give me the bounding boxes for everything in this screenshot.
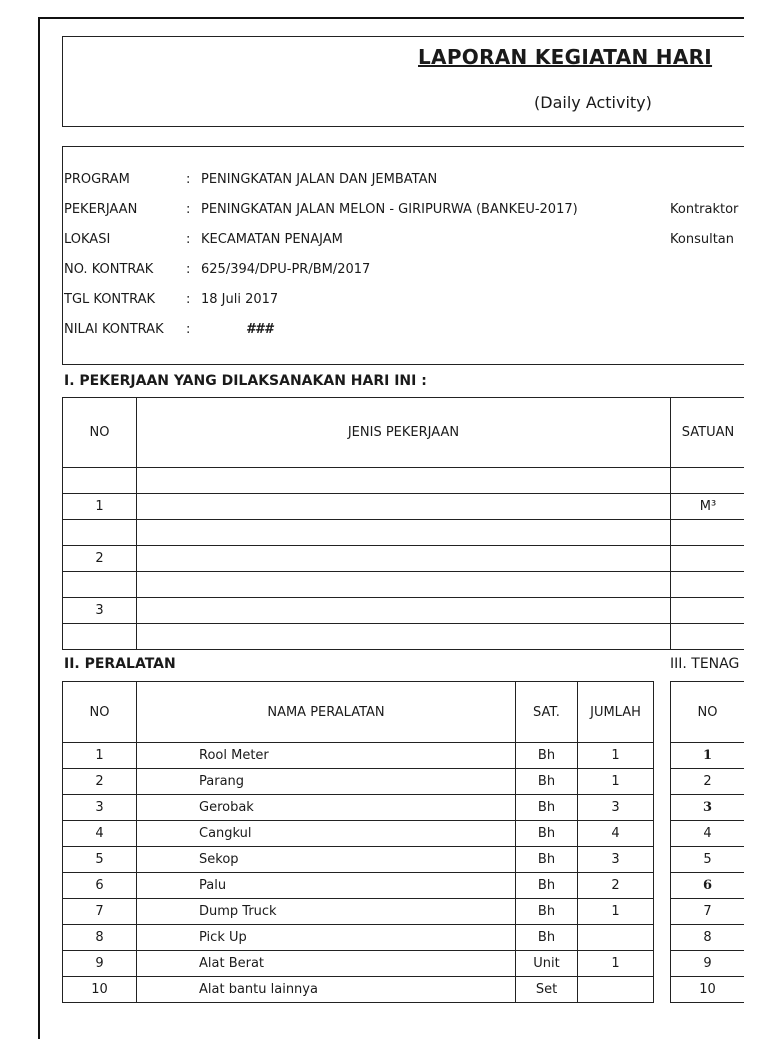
row-no: 9 <box>671 951 745 977</box>
row-nama: Dump Truck <box>137 899 516 925</box>
table-row <box>63 925 654 951</box>
col-no-header: NO <box>63 398 137 468</box>
row-no: 6 <box>671 873 745 899</box>
row-no: 4 <box>671 821 745 847</box>
row-no <box>63 572 137 598</box>
row-sat: Bh <box>516 925 578 951</box>
table-row <box>63 795 654 821</box>
row-nama: Alat Berat <box>137 951 516 977</box>
row-satuan <box>671 572 746 598</box>
row-nama: Gerobak <box>137 795 516 821</box>
row-jumlah: 1 <box>578 769 654 795</box>
row-jumlah: 3 <box>578 795 654 821</box>
row-satuan <box>671 598 746 624</box>
section1-title: I. PEKERJAAN YANG DILAKSANAKAN HARI INI : <box>64 373 427 389</box>
tgl-value: 18 Juli 2017 <box>201 292 278 307</box>
row-no <box>63 468 137 494</box>
table-row <box>63 598 768 624</box>
info-row-kontrak <box>0 262 768 280</box>
col-jenis-header: JENIS PEKERJAAN <box>137 398 671 468</box>
table-row <box>63 520 768 546</box>
row-jumlah: 3 <box>578 847 654 873</box>
col-no-header: NO <box>63 682 137 743</box>
row-jenis <box>137 572 671 598</box>
pekerjaan-table <box>62 397 768 650</box>
row-no: 3 <box>671 795 745 821</box>
row-no: 7 <box>63 899 137 925</box>
row-jenis <box>137 468 671 494</box>
row-sat: Bh <box>516 795 578 821</box>
table-row <box>63 899 654 925</box>
row-nama: Alat bantu lainnya <box>137 977 516 1003</box>
row-no: 1 <box>671 743 745 769</box>
nilai-value: ### <box>246 322 273 337</box>
row-no: 2 <box>63 546 137 572</box>
info-row-pekerjaan <box>0 202 768 220</box>
row-satuan: M³ <box>671 494 746 520</box>
row-no: 8 <box>63 925 137 951</box>
row-jumlah: 2 <box>578 873 654 899</box>
row-sat: Set <box>516 977 578 1003</box>
row-no: 7 <box>671 899 745 925</box>
row-nama: Cangkul <box>137 821 516 847</box>
col-satuan-header: SATUAN <box>671 398 746 468</box>
row-sat: Bh <box>516 769 578 795</box>
row-no: 5 <box>63 847 137 873</box>
row-jenis <box>137 598 671 624</box>
info-row-nilai <box>0 322 768 340</box>
lokasi-label: LOKASI <box>64 232 110 247</box>
section3-title: III. TENAG <box>670 656 739 672</box>
pekerjaan-value: PENINGKATAN JALAN MELON - GIRIPURWA (BANKEU-2017) <box>201 202 578 217</box>
row-no: 4 <box>63 821 137 847</box>
kontrak-value: 625/394/DPU-PR/BM/2017 <box>201 262 370 277</box>
row-sat: Bh <box>516 743 578 769</box>
row-no: 3 <box>63 795 137 821</box>
row-satuan <box>671 520 746 546</box>
table-row <box>63 873 654 899</box>
table-row <box>63 743 654 769</box>
info-row-tgl <box>0 292 768 310</box>
colon: : <box>186 202 190 217</box>
table-row <box>63 951 654 977</box>
row-jenis <box>137 624 671 650</box>
table-row <box>63 847 654 873</box>
row-no: 2 <box>671 769 745 795</box>
table-row <box>63 546 768 572</box>
colon: : <box>186 262 190 277</box>
info-row-program <box>0 172 768 190</box>
table-row <box>63 821 654 847</box>
row-no: 8 <box>671 925 745 951</box>
program-label: PROGRAM <box>64 172 130 187</box>
row-jenis <box>137 520 671 546</box>
row-nama: Palu <box>137 873 516 899</box>
page-clip <box>744 0 768 1024</box>
program-value: PENINGKATAN JALAN DAN JEMBATAN <box>201 172 437 187</box>
row-nama: Sekop <box>137 847 516 873</box>
row-no: 10 <box>671 977 745 1003</box>
table-row <box>63 494 768 520</box>
row-no: 5 <box>671 847 745 873</box>
row-jumlah: 4 <box>578 821 654 847</box>
table-row <box>63 977 654 1003</box>
row-jumlah <box>578 925 654 951</box>
row-no: 3 <box>63 598 137 624</box>
konsultan-label: Konsultan <box>670 232 734 247</box>
colon: : <box>186 172 190 187</box>
col-no-header: NO <box>671 682 745 743</box>
col-nama-header: NAMA PERALATAN <box>137 682 516 743</box>
row-no: 1 <box>63 743 137 769</box>
row-no: 9 <box>63 951 137 977</box>
row-sat: Unit <box>516 951 578 977</box>
tgl-label: TGL KONTRAK <box>64 292 155 307</box>
row-jumlah: 1 <box>578 951 654 977</box>
row-sat: Bh <box>516 873 578 899</box>
table-header-row <box>63 398 768 468</box>
table-row <box>63 468 768 494</box>
kontrak-label: NO. KONTRAK <box>64 262 153 277</box>
kontraktor-label: Kontraktor <box>670 202 738 217</box>
colon: : <box>186 322 190 337</box>
row-nama: Rool Meter <box>137 743 516 769</box>
col-sat-header: SAT. <box>516 682 578 743</box>
nilai-label: NILAI KONTRAK <box>64 322 164 337</box>
section2-title: II. PERALATAN <box>64 656 176 672</box>
table-header-row <box>63 682 654 743</box>
pekerjaan-label: PEKERJAAN <box>64 202 137 217</box>
row-jenis <box>137 494 671 520</box>
table-row <box>63 769 654 795</box>
row-no <box>63 520 137 546</box>
row-no: 6 <box>63 873 137 899</box>
colon: : <box>186 292 190 307</box>
row-no <box>63 624 137 650</box>
row-jumlah: 1 <box>578 899 654 925</box>
colon: : <box>186 232 190 247</box>
row-satuan <box>671 546 746 572</box>
row-no: 1 <box>63 494 137 520</box>
row-jumlah <box>578 977 654 1003</box>
row-sat: Bh <box>516 899 578 925</box>
table-row <box>63 624 768 650</box>
row-nama: Pick Up <box>137 925 516 951</box>
row-satuan <box>671 468 746 494</box>
table-row <box>63 572 768 598</box>
row-sat: Bh <box>516 847 578 873</box>
row-no: 10 <box>63 977 137 1003</box>
row-sat: Bh <box>516 821 578 847</box>
row-no: 2 <box>63 769 137 795</box>
row-jenis <box>137 546 671 572</box>
info-row-lokasi <box>0 232 768 250</box>
row-jumlah: 1 <box>578 743 654 769</box>
row-nama: Parang <box>137 769 516 795</box>
lokasi-value: KECAMATAN PENAJAM <box>201 232 343 247</box>
peralatan-table <box>62 681 654 1003</box>
row-satuan <box>671 624 746 650</box>
col-jumlah-header: JUMLAH <box>578 682 654 743</box>
report-title: LAPORAN KEGIATAN HARI <box>418 45 712 69</box>
report-subtitle: (Daily Activity) <box>534 93 652 112</box>
